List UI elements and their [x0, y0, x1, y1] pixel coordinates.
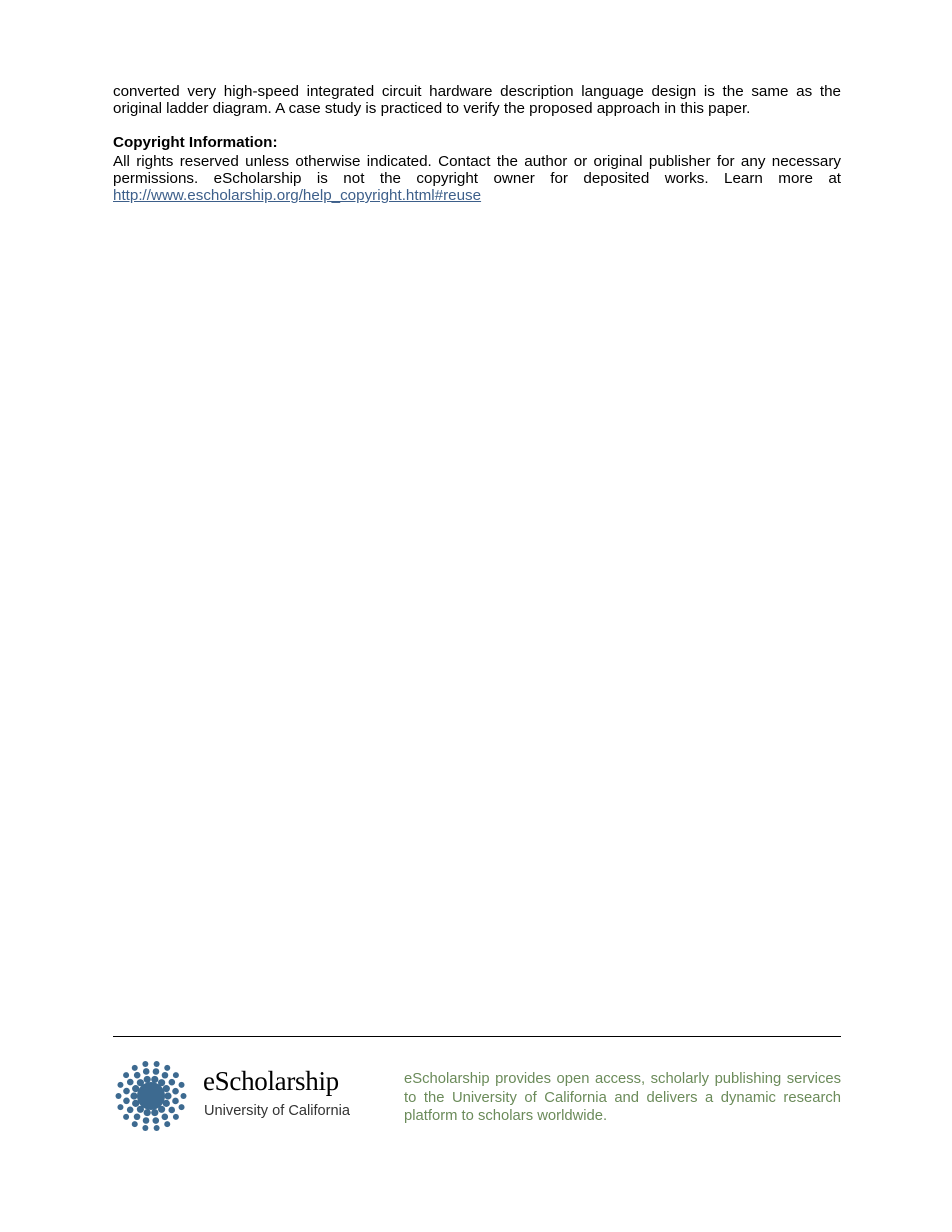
copyright-link[interactable]: http://www.escholarship.org/help_copyright.html#reuse [113, 187, 482, 204]
logo-dot [153, 1068, 160, 1075]
logo-dot [173, 1072, 179, 1078]
logo-dot [168, 1107, 175, 1114]
logo-dot [117, 1104, 123, 1110]
logo-dot [169, 1079, 176, 1086]
footer-description: eScholarship provides open access, scholarly publishing services to the University of California and delivers a dynamic research platform to scholars worldwide. [404, 1071, 841, 1124]
logo-dot [163, 1100, 170, 1107]
logo-dot [123, 1072, 129, 1078]
logo-dot [132, 1065, 138, 1071]
brand-subtitle: University of California [204, 1103, 350, 1119]
logo-dot [162, 1072, 169, 1079]
logo-dot [132, 1085, 139, 1092]
logo-dot [179, 1082, 185, 1088]
logo-dot [142, 1061, 148, 1067]
logo-dot [127, 1107, 134, 1114]
copyright-heading: Copyright Information: [113, 134, 278, 151]
logo-dot [172, 1098, 179, 1105]
copyright-body: All rights reserved unless otherwise indicated. Contact the author or original publisher for any necessary permissions. eScholarship is not the copyright owner for deposited works. Learn more at [113, 153, 841, 187]
logo-dot [143, 1117, 150, 1124]
logo-dot [142, 1125, 148, 1131]
logo-dot [116, 1093, 122, 1099]
document-body [113, 83, 841, 204]
logo-dot [137, 1079, 144, 1086]
abstract-tail: converted very high-speed integrated circuit hardware description language design is the same as the original ladder diagram. A case study is practiced to verify the proposed approach in this paper. [113, 83, 841, 117]
logo-dot [158, 1079, 165, 1086]
logo-dot [158, 1106, 165, 1113]
logo-dot [164, 1065, 170, 1071]
logo-dot [130, 1092, 137, 1099]
logo-dot [162, 1114, 169, 1121]
logo-dot [143, 1068, 150, 1075]
logo-dot [164, 1092, 171, 1099]
logo-dot [144, 1109, 151, 1116]
logo-dot [154, 1061, 160, 1067]
logo-dot [123, 1088, 130, 1095]
logo-dot [123, 1097, 130, 1104]
logo-dot [179, 1104, 185, 1110]
logo-dot [154, 1125, 160, 1131]
logo-dot [172, 1088, 179, 1095]
escholarship-sunburst-logo-icon [113, 1058, 189, 1134]
logo-dot [151, 1109, 158, 1116]
logo-dot [164, 1121, 170, 1127]
logo-dot [173, 1114, 179, 1120]
footer-divider [113, 1036, 841, 1037]
logo-dot [137, 1106, 144, 1113]
logo-dot [151, 1076, 158, 1083]
logo-dot [144, 1076, 151, 1083]
copyright-text [113, 153, 841, 204]
brand-name: eScholarship [203, 1066, 339, 1096]
logo-dot [152, 1117, 159, 1124]
logo-dot [132, 1100, 139, 1107]
logo-dot [181, 1093, 187, 1099]
logo-dot [132, 1121, 138, 1127]
logo-dot [134, 1113, 141, 1120]
logo-dot [163, 1085, 170, 1092]
logo-dot [127, 1079, 134, 1086]
logo-dot [134, 1072, 141, 1079]
logo-dot [123, 1114, 129, 1120]
logo-dot [117, 1082, 123, 1088]
